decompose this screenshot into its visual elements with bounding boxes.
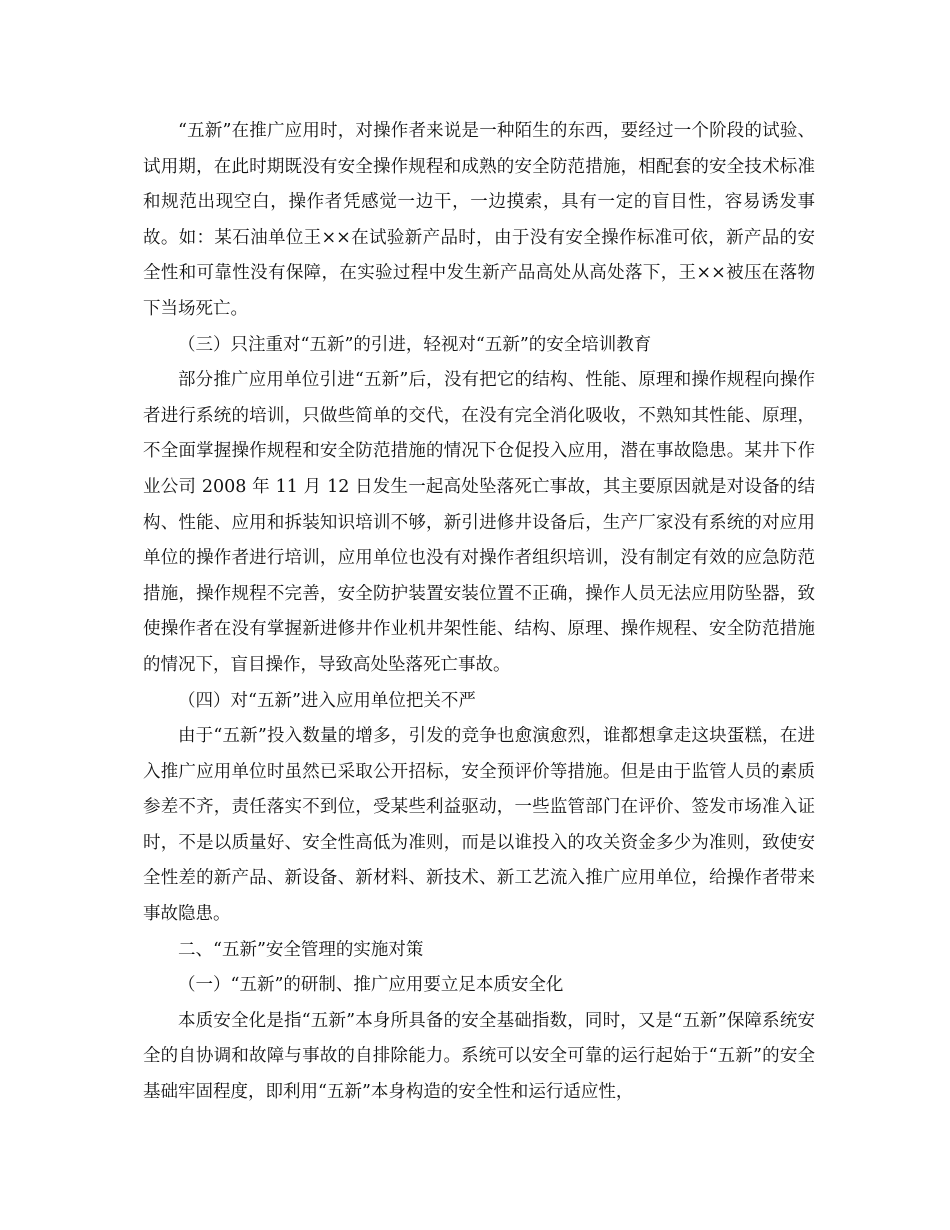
paragraph-training-issue: 部分推广应用单位引进“五新”后，没有把它的结构、性能、原理和操作规程向操作者进行系统的培训，只做些简单的交代，在没有完全消化吸收，不熟知其性能、原理，不全面掌握操作规程和安全防范措施的情况下仓促投入应用，潜在事故隐患。某井下作业公司 2008 年 11 月 12 日发生一起高处坠落死亡事故，其主要原因就是对设备的结构、性能、应用和拆装知识培训不够，新引进修井设备后，生产厂家没有系统的对应用单位的操作者进行培训，应用单位也没有对操作者组织培训，没有制定有效的应急防范措施，操作规程不完善，安全防护装置安装位置不正确，操作人员无法应用防坠器，致使操作者在没有掌握新进修井作业机井架性能、结构、原理、操作规程、安全防范措施的情况下，盲目操作，导致高处坠落死亡事故。 <box>143 370 815 675</box>
section-heading-1: （一）“五新”的研制、推广应用要立足本质安全化 <box>178 975 564 996</box>
paragraph-intrinsic-safety: 本质安全化是指“五新”本身所具备的安全基础指数，同时，又是“五新”保障系统安全的自协调和故障与事故的自排除能力。系统可以安全可靠的运行起始于“五新”的安全基础牢固程度，即利用“五新”本身构造的安全性和运行适应性， <box>143 1010 815 1103</box>
section-heading-3: （三）只注重对“五新”的引进，轻视对“五新”的安全培训教育 <box>178 334 652 355</box>
paragraph-five-new-trial-period: “五新”在推广应用时，对操作者来说是一种陌生的东西，要经过一个阶段的试验、试用期，在此时期既没有安全操作规程和成熟的安全防范措施，相配套的安全技术标准和规范出现空白，操作者凭感觉一边干，一边摸索，具有一定的盲目性，容易诱发事故。如：某石油单位王××在试验新产品时，由于没有安全操作标准可依，新产品的安全性和可靠性没有保障，在实验过程中发生新产品高处从高处落下，王××被压在落物下当场死亡。 <box>143 121 815 319</box>
document-body <box>143 114 815 1111</box>
chapter-heading-2: 二、“五新”安全管理的实施对策 <box>178 939 424 960</box>
section-heading-4: （四）对“五新”进入应用单位把关不严 <box>178 690 476 711</box>
paragraph-entry-control: 由于“五新”投入数量的增多，引发的竞争也愈演愈烈，谁都想拿走这块蛋糕，在进入推广应用单位时虽然已采取公开招标，安全预评价等措施。但是由于监管人员的素质参差不齐，责任落实不到位，受某些利益驱动，一些监管部门在评价、签发市场准入证时，不是以质量好、安全性高低为准则，而是以谁投入的攻关资金多少为准则，致使安全性差的新产品、新设备、新材料、新技术、新工艺流入推广应用单位，给操作者带来事故隐患。 <box>143 726 815 925</box>
